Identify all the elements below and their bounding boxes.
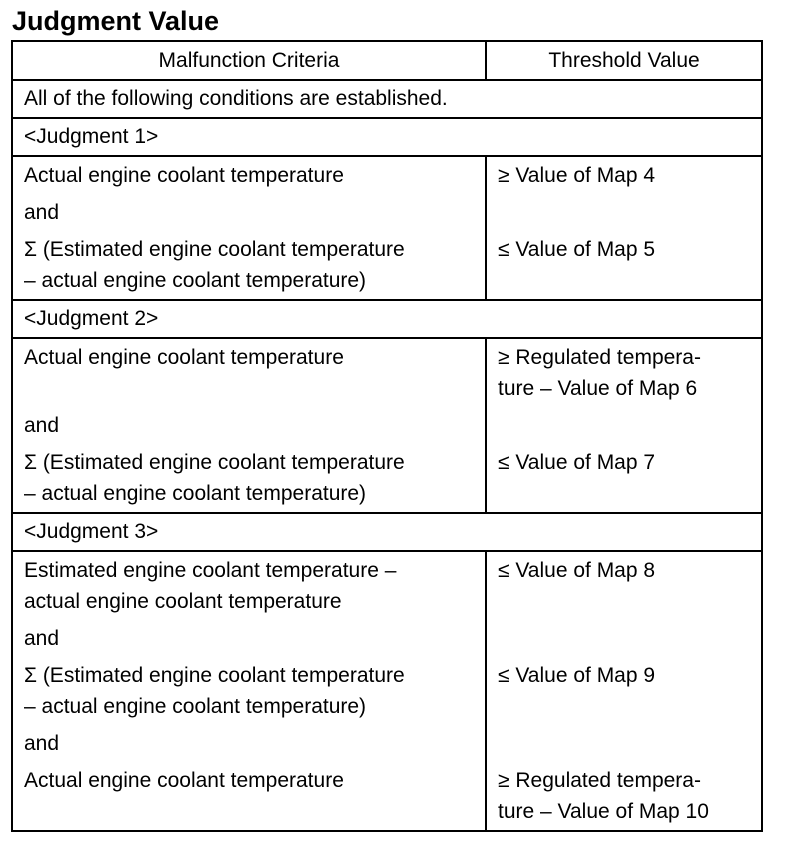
intro-row [12, 80, 762, 118]
threshold-line: ture – Value of Map 10 [498, 800, 709, 823]
judgment-3-conditions [12, 551, 762, 831]
threshold-line: ≥ Value of Map 4 [498, 164, 656, 187]
intro-text: All of the following conditions are established. [12, 80, 762, 118]
threshold-line: ture – Value of Map 6 [498, 377, 698, 400]
judgment-1-label: <Judgment 1> [12, 118, 762, 156]
judgment-2-thresholds [486, 338, 762, 513]
judgment-2-label-row [12, 300, 762, 338]
judgment-1-label-row [12, 118, 762, 156]
and-text: and [24, 627, 60, 650]
judgment-1-conditions [12, 156, 762, 300]
criteria-line: Σ (Estimated engine coolant temperature [24, 664, 405, 687]
threshold-line: ≤ Value of Map 5 [498, 238, 656, 261]
header-malfunction-criteria: Malfunction Criteria [12, 41, 486, 80]
judgment-3-label-row [12, 513, 762, 551]
threshold-line: ≤ Value of Map 8 [498, 559, 656, 582]
criteria-line: – actual engine coolant temperature) [24, 482, 367, 505]
page-title: Judgment Value [12, 6, 220, 36]
threshold-line: ≤ Value of Map 9 [498, 664, 656, 687]
and-text: and [24, 201, 60, 224]
threshold-line: ≥ Regulated tempera- [498, 769, 701, 792]
judgment-table [11, 40, 763, 832]
judgment-1-thresholds [486, 156, 762, 300]
judgment-2-conditions [12, 338, 762, 513]
judgment-2-label: <Judgment 2> [12, 300, 762, 338]
judgment-3-criteria [12, 551, 486, 831]
threshold-line: ≥ Regulated tempera- [498, 346, 701, 369]
criteria-line: actual engine coolant temperature [24, 590, 342, 613]
and-text: and [24, 732, 60, 755]
judgment-2-criteria [12, 338, 486, 513]
threshold-line: ≤ Value of Map 7 [498, 451, 656, 474]
judgment-1-criteria [12, 156, 486, 300]
and-text: and [24, 414, 60, 437]
criteria-line: Estimated engine coolant temperature – [24, 559, 397, 582]
criteria-line: – actual engine coolant temperature) [24, 695, 367, 718]
criteria-line: Σ (Estimated engine coolant temperature [24, 451, 405, 474]
criteria-line: – actual engine coolant temperature) [24, 269, 367, 292]
judgment-3-label: <Judgment 3> [12, 513, 762, 551]
criteria-line: Σ (Estimated engine coolant temperature [24, 238, 405, 261]
header-row [12, 41, 762, 80]
criteria-line: Actual engine coolant temperature [24, 769, 344, 792]
header-threshold-value: Threshold Value [486, 41, 762, 80]
criteria-line: Actual engine coolant temperature [24, 346, 344, 369]
judgment-3-thresholds [486, 551, 762, 831]
criteria-line: Actual engine coolant temperature [24, 164, 344, 187]
